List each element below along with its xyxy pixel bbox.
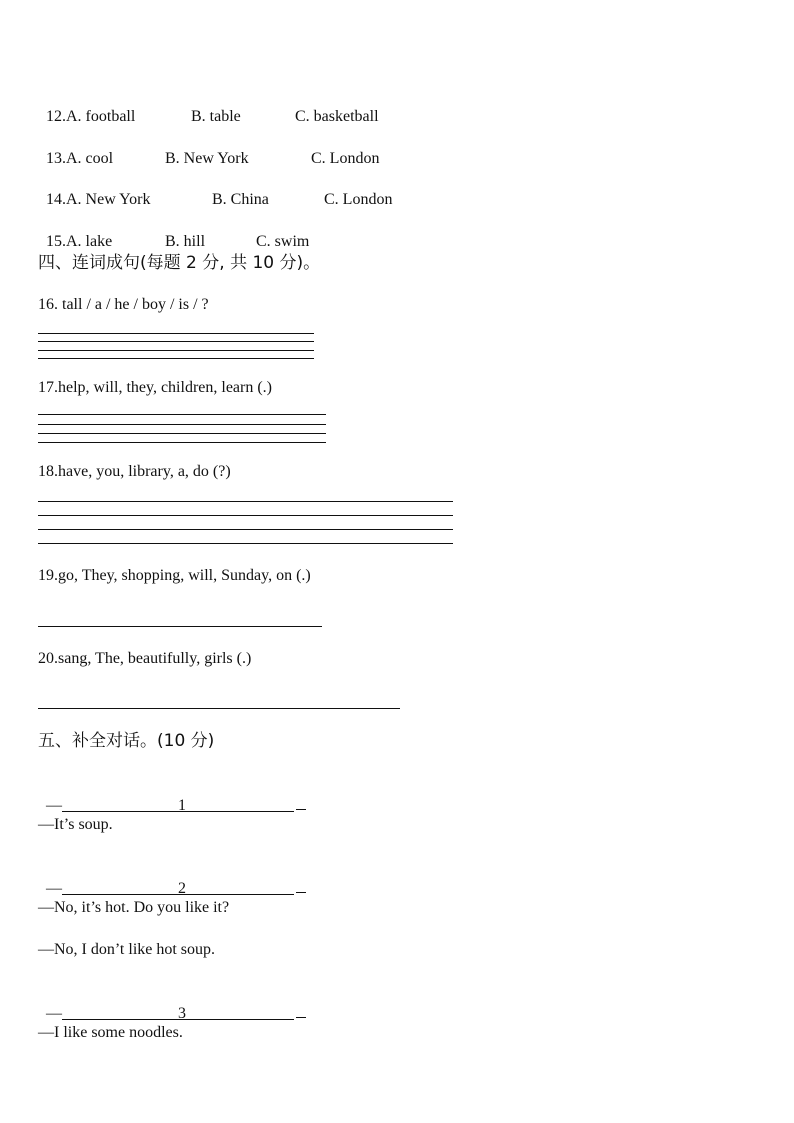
answer-line	[38, 529, 453, 530]
dialogue-line: —It’s soup.	[38, 816, 113, 833]
dialogue-blank-2	[38, 857, 306, 899]
dialogue-line: —I like some noodles.	[38, 1024, 183, 1041]
question-17: 17.help, will, they, children, learn (.)	[38, 379, 272, 396]
option-b: B. New York	[165, 150, 249, 167]
dialogue-blank-1	[38, 774, 306, 816]
answer-line	[38, 442, 326, 443]
answer-line	[38, 333, 314, 334]
question-number: 14.	[46, 191, 66, 208]
dialogue-line: —No, I don’t like hot soup.	[38, 941, 216, 958]
answer-line	[38, 501, 453, 502]
blank-number: 3	[178, 1005, 186, 1022]
blank-number: 1	[178, 797, 186, 814]
option-a: A. lake	[66, 233, 113, 250]
option-b: B. hill	[165, 233, 206, 250]
option-a: A. football	[66, 108, 136, 125]
question-15	[38, 212, 309, 252]
blank-line[interactable]	[62, 1004, 294, 1020]
blank-line-tail	[296, 794, 306, 810]
question-14	[38, 170, 392, 210]
option-b: B. China	[212, 191, 269, 208]
option-a: A. New York	[66, 191, 151, 208]
blank-line-tail	[296, 877, 306, 893]
answer-line	[38, 341, 314, 342]
option-a: A. cool	[66, 150, 114, 167]
answer-line	[38, 358, 314, 359]
question-19: 19.go, They, shopping, will, Sunday, on (.)	[38, 567, 311, 584]
option-c: C. basketball	[295, 108, 379, 125]
question-number: 15.	[46, 233, 66, 250]
answer-line	[38, 424, 326, 425]
option-b: B. table	[191, 108, 241, 125]
blank-line[interactable]	[62, 796, 294, 812]
answer-line	[38, 433, 326, 434]
question-number: 13.	[46, 150, 66, 167]
option-c: C. London	[324, 191, 393, 208]
answer-line	[38, 626, 322, 627]
answer-line	[38, 414, 326, 415]
question-20: 20.sang, The, beautifully, girls (.)	[38, 650, 252, 667]
answer-line	[38, 708, 400, 709]
blank-line-tail	[296, 1002, 306, 1018]
section-4-heading: 四、连词成句(每题 2 分, 共 10 分)。	[38, 253, 321, 273]
dialogue-blank-3	[38, 982, 306, 1024]
answer-line	[38, 543, 453, 544]
dialogue-dash: —	[46, 1005, 62, 1022]
blank-number: 2	[178, 880, 186, 897]
blank-line[interactable]	[62, 879, 294, 895]
question-18: 18.have, you, library, a, do (?)	[38, 463, 231, 480]
question-12	[38, 87, 379, 127]
option-c: C. London	[311, 150, 380, 167]
answer-line	[38, 350, 314, 351]
answer-line	[38, 515, 453, 516]
question-16: 16. tall / a / he / boy / is / ?	[38, 296, 209, 313]
section-5-heading: 五、补全对话。(10 分)	[38, 731, 215, 751]
dialogue-dash: —	[46, 880, 62, 897]
dialogue-line: —No, it’s hot. Do you like it?	[38, 899, 230, 916]
question-number: 12.	[46, 108, 66, 125]
dialogue-dash: —	[46, 797, 62, 814]
option-c: C. swim	[256, 233, 310, 250]
question-13	[38, 129, 379, 169]
